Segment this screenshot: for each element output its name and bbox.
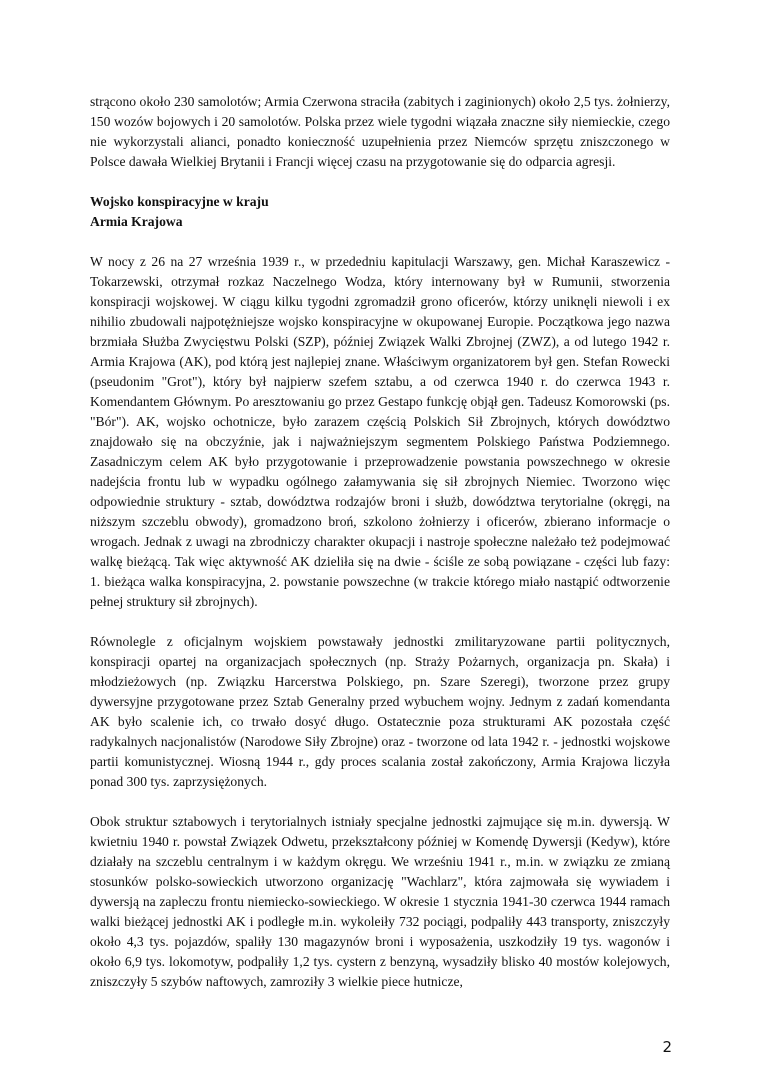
paragraph-gap (90, 232, 670, 252)
subsection-heading: Armia Krajowa (90, 214, 183, 229)
section-heading: Wojsko konspiracyjne w kraju (90, 194, 269, 209)
paragraph-special-units: Obok struktur sztabowych i terytorialnych istniały specjalne jednostki zajmujące się m.in. dywersją. W kwietniu 1940 r. powstał Związek Odwetu, przekształcony później w Komendę Dywersji (Kedyw), które działały na szczeblu centralnym i w każdym okręgu. We wrześniu 1941 r., m.in. w związku ze zmianą stosunków polsko-sowieckich utworzono organizację "Wachlarz", która zajmowała się wywiadem i dywersją na zapleczu frontu niemiecko-sowieckiego. W okresie 1 stycznia 1941-30 czerwca 1944 ramach walki bieżącej jednostki AK i podległe m.in. wykoleiły 732 pociągi, podpaliły 443 transporty, zniszczyły około 4,3 tys. pojazdów, spaliły 130 magazynów broni i wyposażenia, uszkodziły 19 tys. wagonów i około 6,9 tys. lokomotyw, podpaliły 1,2 tys. cystern z benzyną, wysadziły blisko 40 mostów kolejowych, zniszczyły 5 szybów naftowych, zamroziły 3 wielkie piece hutnicze, (90, 814, 670, 989)
paragraph-gap (90, 172, 670, 192)
paragraph-intro: strącono około 230 samolotów; Armia Czerwona straciła (zabitych i zaginionych) około 2,5 tys. żołnierzy, 150 wozów bojowych i 20 samolotów. Polska przez wiele tygodni wiązała znaczne siły niemieckie, czego nie wykorzystali alianci, ponadto konieczność uzupełnienia przez Niemców sprzętu zniszczonego w Polsce dawała Wielkiej Brytanii i Francji więcej czasu na przygotowanie się do odparcia agresji. (90, 94, 670, 169)
paragraph-gap (90, 612, 670, 632)
paragraph-armia-krajowa: W nocy z 26 na 27 września 1939 r., w przededniu kapitulacji Warszawy, gen. Michał Karaszewicz -Tokarzewski, otrzymał rozkaz Naczelnego Wodza, który internowany był w Rumunii, stworzenia konspiracji wojskowej. W ciągu kilku tygodni zgromadził grono oficerów, którzy uniknęli niewoli i ex nihilio zbudowali najpotężniejsze wojsko konspiracyjne w okupowanej Europie. Początkowa jego nazwa brzmiała Służba Zwycięstwu Polski (SZP), później Związek Walki Zbrojnej (ZWZ), a od lutego 1942 r. Armia Krajowa (AK), pod którą jest najlepiej znane. Właściwym organizatorem był gen. Stefan Rowecki (pseudonim "Grot"), który był najpierw szefem sztabu, a od czerwca 1940 r. do czerwca 1943 r. Komendantem Głównym. Po aresztowaniu go przez Gestapo funkcję objął gen. Tadeusz Komorowski (ps. "Bór"). AK, wojsko ochotnicze, było zarazem częścią Polskich Sił Zbrojnych, których dowództwo znajdowało się na obczyźnie, jak i najważniejszym segmentem Polskiego Państwa Podziemnego. Zasadniczym celem AK było przygotowanie i przeprowadzenie powstania powszechnego w okresie nadejścia frontu lub w wypadku ogólnego załamywania się sił zbrojnych Niemiec. Tworzono więc odpowiednie struktury - sztab, dowództwa rodzajów broni i służb, dowództwa terytorialne (okręgi, na niższym szczeblu obwody), gromadzono broń, szkolono żołnierzy i oficerów, zbierano informacje o wrogach. Jednak z uwagi na zbrodniczy charakter okupacji i nastroje społeczne należało też podejmować walkę bieżącą. Tak więc aktywność AK dzieliła się na dwie - ściśle ze sobą powiązane - części lub fazy: 1. bieżąca walka konspiracyjna, 2. powstanie powszechne (w trakcie którego miało nastąpić odtworzenie pełnej struktury sił zbrojnych). (90, 254, 670, 609)
paragraph-gap (90, 792, 670, 812)
paragraph-parallel-units: Równolegle z oficjalnym wojskiem powstawały jednostki zmilitaryzowane partii politycznych, konspiracji opartej na organizacjach społecznych (np. Straży Pożarnych, organizacja pn. Skała) i młodzieżowych (np. Związku Harcerstwa Polskiego, pn. Szare Szeregi), tworzone przez grupy dywersyjne przygotowane przez Sztab Generalny przed wybuchem wojny. Jednym z zadań komendanta AK było scalenie ich, co trwało dosyć długo. Ostatecznie poza strukturami AK pozostała część radykalnych nacjonalistów (Narodowe Siły Zbrojne) oraz - tworzone od lata 1942 r. - jednostki wojskowe partii komunistycznej. Wiosną 1944 r., gdy proces scalania został zakończony, Armia Krajowa liczyła ponad 300 tys. zaprzysiężonych. (90, 634, 670, 789)
page-number: 2 (662, 1038, 672, 1056)
document-body (90, 92, 670, 992)
